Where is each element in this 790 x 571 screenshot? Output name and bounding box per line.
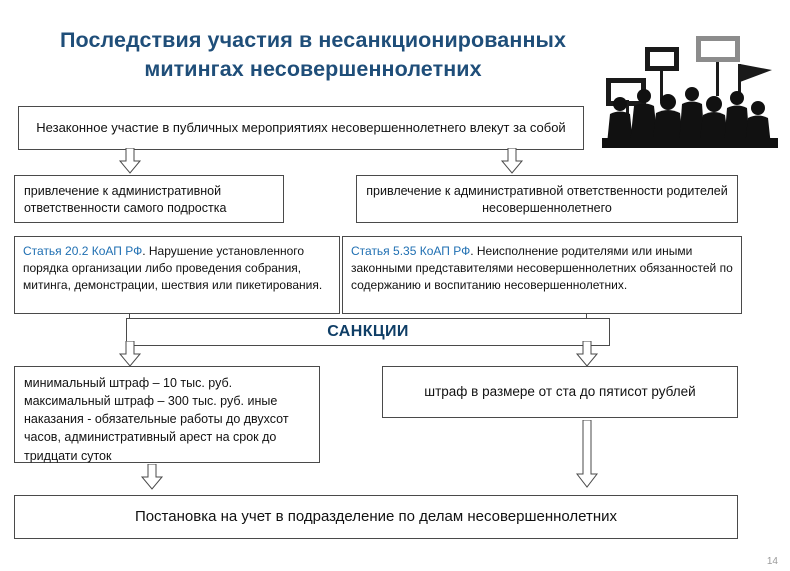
box-parents-liability (356, 175, 738, 223)
box-sanction-minor (14, 366, 320, 463)
box-article-20-2 (14, 236, 340, 314)
arrow-down-icon (575, 420, 599, 488)
box-parents-liability-text: привлечение к административной ответственности родителей несовершеннолетнего (366, 184, 728, 215)
box-registration (14, 495, 738, 539)
arrow-down-icon (500, 148, 524, 174)
box-illegal-participation-text: Незаконное участие в публичных мероприятиях несовершеннолетнего влекут за собой (36, 120, 566, 136)
box-registration-text: Постановка на учет в подразделение по делам несовершеннолетних (134, 507, 618, 525)
article-5-35-text: . Неисполнение родителями или иными законными представителями несовершеннолетних обязанностей по содержанию и воспитанию несовершеннолетних. (351, 244, 733, 293)
box-illegal-participation (18, 106, 584, 150)
box-sanction-parents-text: штраф в размере от ста до пятисот рублей (424, 383, 696, 399)
protest-crowd-illustration (600, 20, 778, 148)
box-article-5-35 (342, 236, 742, 314)
page-title: Последствия участия в несанкционированных митингах несовершеннолетних (59, 28, 567, 81)
box-sanctions (126, 318, 610, 346)
box-minor-liability (14, 175, 284, 223)
article-5-35-label: Статья 5.35 КоАП РФ (351, 244, 471, 258)
box-sanctions-text: САНКЦИИ (327, 323, 409, 341)
arrow-down-icon (118, 341, 142, 367)
arrow-down-icon (140, 464, 164, 490)
arrow-down-icon (118, 148, 142, 174)
article-20-2-label: Статья 20.2 КоАП РФ (23, 244, 143, 258)
page-number: 14 (766, 556, 778, 567)
arrow-down-icon (575, 341, 599, 367)
box-sanction-parents (382, 366, 738, 418)
box-sanction-minor-text: минимальный штраф – 10 тыс. руб. максимальный штраф – 300 тыс. руб. иные наказания - обязательные работы до двухсот часов, административный арест на срок до тридцати суток (24, 376, 289, 463)
box-minor-liability-text: привлечение к административной ответственности самого подростка (24, 184, 227, 215)
article-20-2-text: . Нарушение установленного порядка организации либо проведения собрания, митинга, демонстрации, шествия или пикетирования. (23, 244, 323, 293)
